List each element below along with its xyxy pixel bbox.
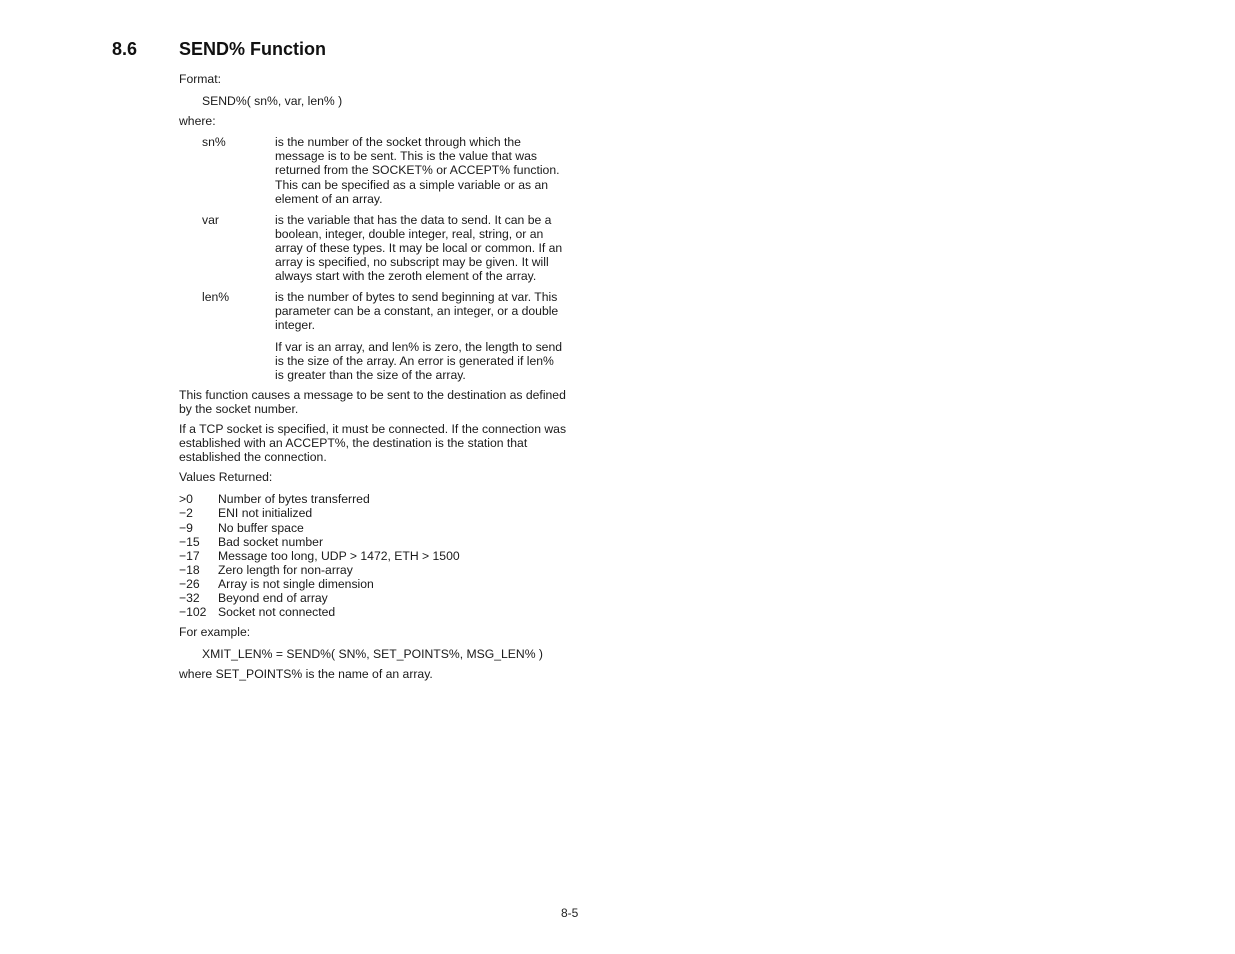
return-code: >0: [179, 492, 193, 507]
return-text: Zero length for non-array: [218, 562, 353, 577]
return-text: No buffer space: [218, 520, 304, 535]
param-name: var: [202, 212, 219, 227]
example-label: For example:: [179, 625, 251, 640]
where-label: where:: [179, 114, 216, 129]
section-heading: [112, 38, 326, 60]
return-text: Bad socket number: [218, 534, 324, 549]
return-code: −18: [179, 562, 200, 577]
param-description: is the number of the socket through which the message is to be sent. This is the value that was returned from the SOCKET% or ACCEPT% function. This can be specified as a simple variable or as an element of an array.: [275, 135, 560, 206]
return-code: −26: [179, 576, 200, 591]
return-code: −15: [179, 534, 200, 549]
return-value-row: [179, 577, 569, 591]
return-value-row: [179, 521, 569, 535]
param-row: [179, 290, 569, 332]
example-code: XMIT_LEN% = SEND%( SN%, SET_POINTS%, MSG_LEN% ): [202, 647, 543, 662]
return-text: Beyond end of array: [218, 591, 328, 605]
return-code: −2: [179, 506, 193, 521]
param-name: len%: [202, 290, 230, 305]
param-row: [179, 213, 569, 283]
len-note: If var is an array, and len% is zero, the length to send is the size of the array. An error is generated if len% is greater than the size of the array.: [275, 339, 563, 382]
return-value-row: [179, 492, 569, 506]
paragraph: If a TCP socket is specified, it must be connected. If the connection was established with an ACCEPT%, the destination is the station that established the connection.: [179, 421, 567, 465]
param-name: sn%: [202, 135, 226, 150]
return-value-row: [179, 605, 569, 619]
return-code: −102: [179, 605, 207, 620]
param-description: is the number of bytes to send beginning at var. This parameter can be a constant, an integer, or a double integer.: [275, 290, 559, 333]
return-value-row: [179, 563, 569, 577]
return-value-row: [179, 535, 569, 549]
param-row: [179, 135, 569, 205]
param-description: is the variable that has the data to send. It can be a boolean, integer, double integer, real, string, or an array of these types. It may be local or common. If an array is specified, no subscript may be given. It will always start with the zeroth element of the array.: [275, 212, 563, 284]
section-body: [179, 72, 569, 681]
format-label: Format:: [179, 72, 221, 86]
section-title: SEND% Function: [179, 39, 326, 59]
return-code: −17: [179, 548, 200, 563]
page-number: 8-5: [561, 906, 579, 920]
syntax-line: SEND%( sn%, var, len% ): [202, 94, 343, 109]
return-text: Message too long, UDP > 1472, ETH > 1500: [218, 548, 460, 563]
return-text: Array is not single dimension: [218, 576, 374, 591]
return-value-row: [179, 506, 569, 520]
return-code: −9: [179, 520, 193, 535]
return-text: Socket not connected: [218, 605, 336, 620]
return-value-row: [179, 591, 569, 605]
paragraph: This function causes a message to be sent to the destination as defined by the socket number.: [179, 387, 566, 416]
return-text: Number of bytes transferred: [218, 492, 370, 507]
example-note: where SET_POINTS% is the name of an array.: [179, 667, 433, 682]
values-returned-label: Values Returned:: [179, 470, 273, 485]
return-values-list: [179, 492, 569, 619]
section-number: 8.6: [112, 39, 138, 59]
return-text: ENI not initialized: [218, 506, 313, 521]
return-code: −32: [179, 591, 200, 605]
return-value-row: [179, 549, 569, 563]
